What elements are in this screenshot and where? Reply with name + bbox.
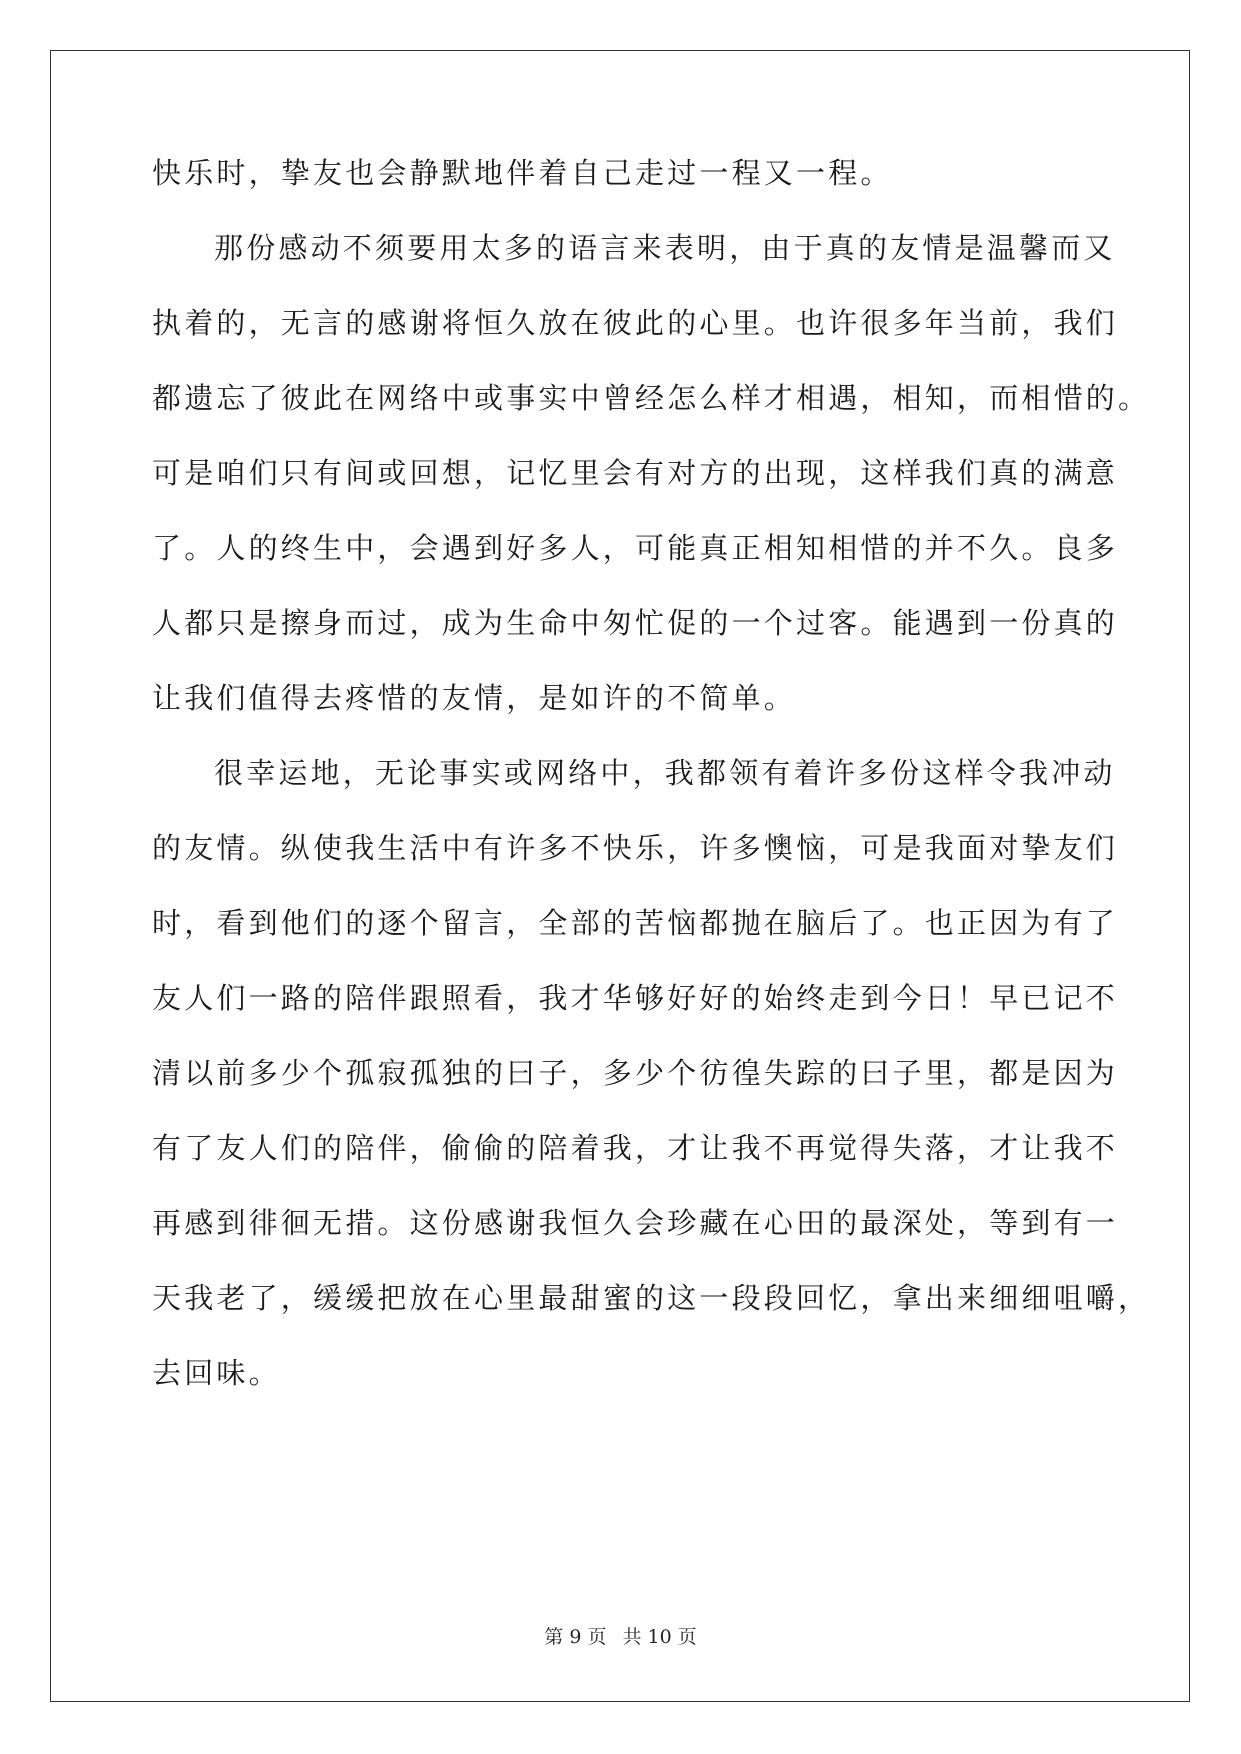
paragraph-line: 有了友人们的陪伴，偷偷的陪着我，才让我不再觉得失落，才让我不 xyxy=(152,1131,1119,1165)
paragraph-line: 执着的，无言的感谢将恒久放在彼此的心里。也许很多年当前，我们 xyxy=(152,306,1119,340)
total-pages: 共 10 页 xyxy=(622,1626,697,1648)
paragraph-line: 很幸运地，无论事实或网络中，我都领有着许多份这样令我冲动 xyxy=(214,756,1116,790)
paragraph-line: 了。人的终生中，会遇到好多人，可能真正相知相惜的并不久。良多 xyxy=(152,531,1119,565)
paragraph-line: 去回味。 xyxy=(152,1356,281,1390)
paragraph-line: 快乐时，挚友也会静默地伴着自己走过一程又一程。 xyxy=(152,156,893,190)
page-footer xyxy=(0,1625,1241,1649)
paragraph-line: 天我老了，缓缓把放在心里最甜蜜的这一段段回忆，拿出来细细咀嚼， xyxy=(152,1281,1151,1315)
paragraph-line: 可是咱们只有间或回想，记忆里会有对方的出现，这样我们真的满意 xyxy=(152,456,1119,490)
paragraph-line: 再感到徘徊无措。这份感谢我恒久会珍藏在心田的最深处，等到有一 xyxy=(152,1206,1119,1240)
paragraph-line: 人都只是擦身而过，成为生命中匆忙促的一个过客。能遇到一份真的 xyxy=(152,606,1119,640)
page-number: 第 9 页 xyxy=(544,1626,607,1648)
paragraph-line: 让我们值得去疼惜的友情，是如许的不简单。 xyxy=(152,681,797,715)
paragraph-line: 友人们一路的陪伴跟照看，我才华够好好的始终走到今日！早已记不 xyxy=(152,981,1119,1015)
paragraph-line: 的友情。纵使我生活中有许多不快乐，许多懊恼，可是我面对挚友们 xyxy=(152,831,1119,865)
paragraph-line: 时，看到他们的逐个留言，全部的苦恼都抛在脑后了。也正因为有了 xyxy=(152,906,1119,940)
paragraph-line: 清以前多少个孤寂孤独的曰子，多少个彷徨失踪的曰子里，都是因为 xyxy=(152,1056,1119,1090)
paragraph-line: 都遗忘了彼此在网络中或事实中曾经怎么样才相遇，相知，而相惜的。 xyxy=(152,381,1151,415)
page-border xyxy=(50,50,1190,1702)
paragraph-line: 那份感动不须要用太多的语言来表明，由于真的友情是温馨而又 xyxy=(214,231,1116,265)
